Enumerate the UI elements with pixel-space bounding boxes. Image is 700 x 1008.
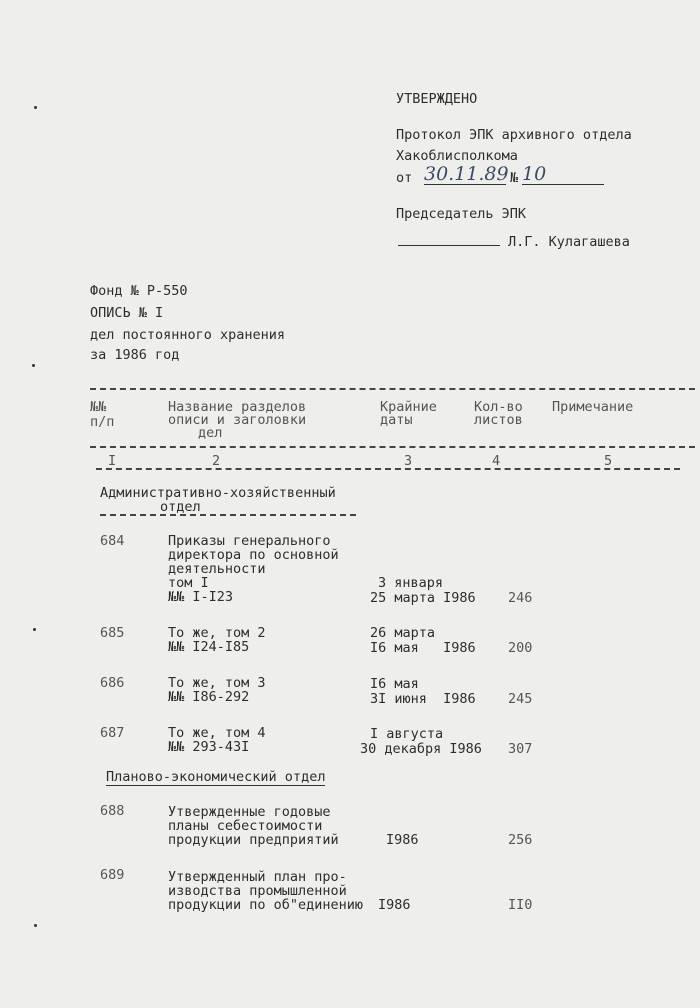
- binding-hole-mark: [34, 924, 37, 927]
- section-title-planning: Планово-экономический отдел: [106, 769, 326, 785]
- row-sheet-count: II0: [508, 897, 533, 913]
- row-date-line: I6 мая I986: [370, 640, 476, 656]
- approval-date-prefix: от: [396, 170, 413, 186]
- row-title-line: №№ I-I23: [168, 589, 234, 605]
- header-title-line1: Название разделов: [168, 399, 307, 415]
- binding-hole-mark: [33, 628, 36, 631]
- row-sheet-count: 200: [508, 640, 533, 656]
- row-title-line: №№ I86-292: [168, 689, 250, 705]
- signature-line: [398, 245, 500, 246]
- row-title-line: продукции предприятий: [168, 832, 339, 848]
- inventory-year: за 1986 год: [90, 347, 180, 363]
- row-title-line: планы себестоимости: [168, 818, 323, 834]
- row-number: 688: [100, 803, 125, 819]
- inventory-number: ОПИСЬ № I: [90, 305, 164, 321]
- row-title-line: №№ I24-I85: [168, 639, 250, 655]
- row-sheet-count: 245: [508, 691, 533, 707]
- section-title-admin-line2: отдел: [160, 499, 201, 515]
- approval-organization-line: Хакоблисполкома: [396, 148, 518, 164]
- column-number-2: 2: [212, 453, 221, 469]
- approval-title: УТВЕРЖДЕНО: [396, 91, 478, 107]
- column-number-4: 4: [492, 453, 501, 469]
- row-date-line: 3I июня I986: [370, 691, 476, 707]
- header-count-line1: Кол-во: [474, 399, 523, 415]
- row-title-line: То же, том 2: [168, 625, 266, 641]
- header-dates-line1: Крайние: [380, 399, 437, 415]
- header-num-line1: №№: [90, 399, 107, 415]
- row-date-line: 25 марта I986: [370, 590, 476, 606]
- binding-hole-mark: [32, 364, 35, 367]
- row-title-line: директора по основной: [168, 547, 339, 563]
- section-title-admin-line1: Административно-хозяйственный: [100, 485, 336, 501]
- row-date-line: 3 января: [378, 575, 444, 591]
- header-title-line2: описи и заголовки: [168, 412, 307, 428]
- row-sheet-count: 307: [508, 741, 533, 757]
- approval-number-handwritten: 10: [522, 164, 604, 185]
- row-title-line: То же, том 4: [168, 725, 266, 741]
- column-number-3: 3: [404, 453, 413, 469]
- row-sheet-count: 256: [508, 832, 533, 848]
- row-title-line: продукции по об"единению: [168, 897, 364, 913]
- row-sheet-count: 246: [508, 590, 533, 606]
- row-date-line: I986: [386, 832, 419, 848]
- row-title-line: №№ 293-43I: [168, 739, 250, 755]
- row-number: 686: [100, 675, 125, 691]
- header-note: Примечание: [552, 399, 634, 415]
- approval-chair-title: Председатель ЭПК: [396, 206, 527, 222]
- approval-date-handwritten: 30.11.89: [424, 163, 509, 185]
- header-dates-line2: даты: [380, 412, 413, 428]
- row-date-line: 26 марта: [370, 625, 436, 641]
- row-title-line: Утвержденные годовые: [168, 804, 331, 820]
- binding-hole-mark: [34, 106, 37, 109]
- row-date-line: I августа: [370, 726, 444, 742]
- column-number-1: I: [108, 453, 117, 469]
- header-mid-divider: [90, 446, 695, 448]
- row-number: 689: [100, 867, 125, 883]
- header-num-line2: п/п: [90, 414, 115, 430]
- column-number-5: 5: [604, 453, 613, 469]
- approval-number-sign: №: [510, 170, 519, 186]
- header-top-divider: [90, 388, 695, 390]
- header-count-line2: листов: [474, 412, 523, 428]
- row-title-line: деятельности: [168, 561, 266, 577]
- section-admin-underline: [100, 514, 356, 516]
- row-title-line: Приказы генерального: [168, 533, 331, 549]
- row-title-line: изводства промышленной: [168, 883, 347, 899]
- row-number: 684: [100, 533, 125, 549]
- column-numbers-divider: [96, 468, 680, 470]
- row-title-line: То же, том 3: [168, 675, 266, 691]
- row-date-line: I6 мая: [370, 676, 419, 692]
- row-title-line: Утвержденный план про-: [168, 869, 347, 885]
- row-title-line: том I: [168, 575, 209, 591]
- row-number: 685: [100, 625, 125, 641]
- row-number: 687: [100, 725, 125, 741]
- row-date-line: 30 декабря I986: [360, 741, 482, 757]
- fund-number: Фонд № Р-550: [90, 283, 188, 299]
- approval-protocol-line: Протокол ЭПК архивного отдела: [396, 127, 632, 143]
- header-title-line3: дел: [198, 425, 223, 441]
- approval-chair-name: Л.Г. Кулагашева: [508, 234, 630, 250]
- storage-type: дел постоянного хранения: [90, 327, 286, 343]
- row-date-line: I986: [378, 897, 411, 913]
